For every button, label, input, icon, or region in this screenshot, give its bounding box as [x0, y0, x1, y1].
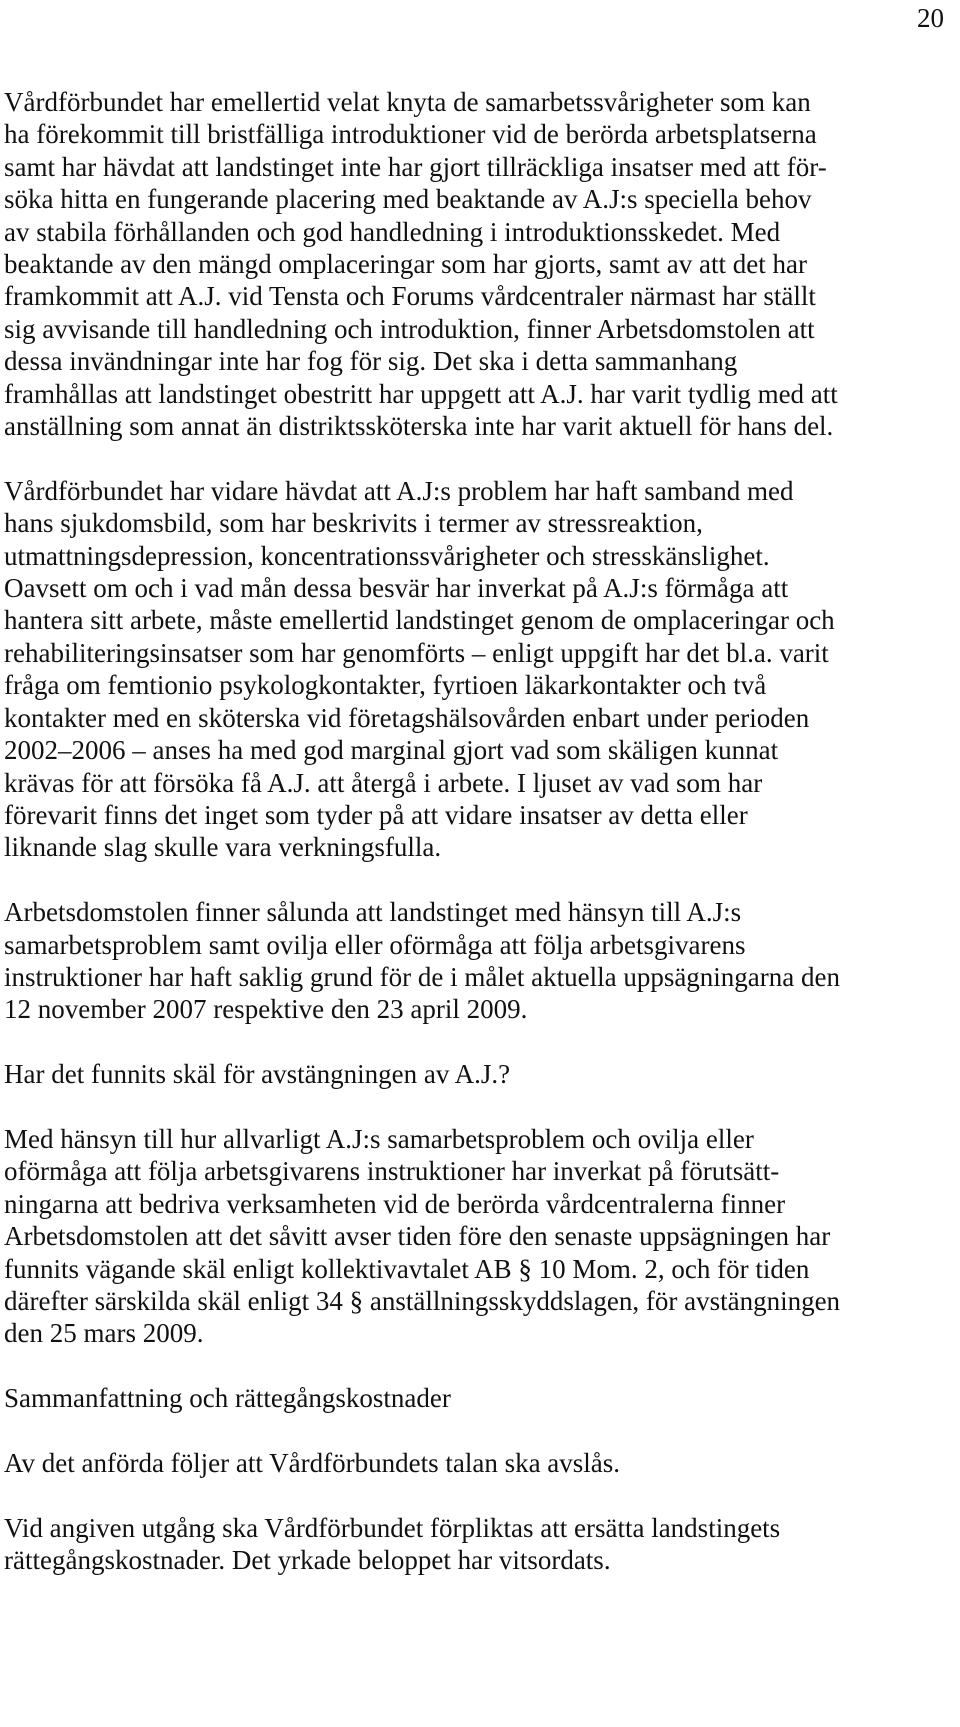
document-body	[4, 86, 940, 1577]
text-line: framkommit att A.J. vid Tensta och Forums vårdcentraler närmast har ställt	[4, 281, 816, 312]
text-line: Vårdförbundet har vidare hävdat att A.J:s problem har haft samband med	[4, 475, 794, 506]
text-line: beaktande av den mängd omplaceringar som har gjorts, samt av att det har	[4, 249, 807, 280]
text-line: den 25 mars 2009.	[4, 1318, 204, 1349]
text-line: framhållas att landstinget obestritt har uppgett att A.J. har varit tydlig med att	[4, 378, 838, 409]
paragraph-claim-rejected	[4, 1447, 940, 1479]
section-heading: Sammanfattning och rättegångskostnader	[4, 1383, 451, 1414]
text-line: funnits vägande skäl enligt kollektivavtalet AB § 10 Mom. 2, och för tiden	[4, 1253, 810, 1284]
section-heading: Har det funnits skäl för avstängningen av A.J.?	[4, 1059, 511, 1090]
text-line: Oavsett om och i vad mån dessa besvär har inverkat på A.J:s förmåga att	[4, 573, 789, 604]
text-line: ningarna att bedriva verksamheten vid de berörda vårdcentralerna finner	[4, 1188, 786, 1219]
text-line: ha förekommit till bristfälliga introduktioner vid de berörda arbetsplatserna	[4, 119, 817, 150]
text-line: Arbetsdomstolen finner sålunda att landstinget med hänsyn till A.J:s	[4, 897, 742, 928]
text-line: sig avvisande till handledning och introduktion, finner Arbetsdomstolen att	[4, 313, 815, 344]
text-line: söka hitta en fungerande placering med beaktande av A.J:s speciella behov	[4, 184, 812, 215]
section-heading-summary	[4, 1382, 940, 1414]
paragraph-collaboration-difficulties	[4, 86, 940, 442]
text-line: liknande slag skulle vara verkningsfulla.	[4, 832, 442, 863]
text-line: oförmåga att följa arbetsgivarens instruktioner har inverkat på förutsätt-	[4, 1156, 780, 1187]
text-line: kontakter med en sköterska vid företagshälsovården enbart under perioden	[4, 702, 810, 733]
text-line: Vårdförbundet har emellertid velat knyta de samarbetssvårigheter som kan	[4, 87, 811, 117]
text-line: hantera sitt arbete, måste emellertid landstinget genom de omplaceringar och	[4, 605, 835, 636]
text-line: därefter särskilda skäl enligt 34 § anställningsskyddslagen, för avstängningen	[4, 1285, 841, 1316]
text-line: 2002‒2006 ‒ anses ha med god marginal gjort vad som skäligen kunnat	[4, 735, 779, 766]
paragraph-conclusion-dismissals	[4, 896, 940, 1026]
text-line: Arbetsdomstolen att det såvitt avser tiden före den senaste uppsägningen har	[4, 1221, 831, 1252]
text-line: samt har hävdat att landstinget inte har gjort tillräckliga insatser med att för-	[4, 151, 827, 182]
text-line: av stabila förhållanden och god handledning i introduktionsskedet. Med	[4, 216, 781, 247]
section-heading-suspension	[4, 1058, 940, 1090]
text-line: anställning som annat än distriktssköterska inte har varit aktuell för hans del.	[4, 411, 834, 442]
text-line: rehabiliteringsinsatser som har genomförts ‒ enligt uppgift har det bl.a. varit	[4, 637, 829, 668]
text-line: samarbetsproblem samt ovilja eller oförmåga att följa arbetsgivarens	[4, 929, 746, 960]
text-line: 12 november 2007 respektive den 23 april 2009.	[4, 994, 528, 1025]
text-line: krävas för att försöka få A.J. att återgå i arbete. I ljuset av vad som har	[4, 767, 763, 798]
paragraph-suspension-reasons	[4, 1123, 940, 1350]
page-number: 20	[917, 3, 944, 33]
text-line: fråga om femtionio psykologkontakter, fyrtioen läkarkontakter och två	[4, 670, 767, 701]
text-line: förevarit finns det inget som tyder på att vidare insatser av detta eller	[4, 799, 748, 830]
text-line: hans sjukdomsbild, som har beskrivits i termer av stressreaktion,	[4, 508, 703, 539]
text-line: utmattningsdepression, koncentrationssvårigheter och stresskänslighet.	[4, 540, 770, 571]
text-line: dessa invändningar inte har fog för sig. Det ska i detta sammanhang	[4, 346, 738, 377]
paragraph-litigation-costs	[4, 1512, 940, 1577]
paragraph-illness-claims	[4, 475, 940, 864]
text-line: Av det anförda följer att Vårdförbundets talan ska avslås.	[4, 1447, 621, 1478]
text-line: Vid angiven utgång ska Vårdförbundet förpliktas att ersätta landstingets	[4, 1512, 781, 1543]
text-line: rättegångskostnader. Det yrkade beloppet har vitsordats.	[4, 1545, 611, 1576]
text-line: instruktioner har haft saklig grund för de i målet aktuella uppsägningarna den	[4, 961, 840, 992]
text-line: Med hänsyn till hur allvarligt A.J:s samarbetsproblem och ovilja eller	[4, 1123, 754, 1154]
